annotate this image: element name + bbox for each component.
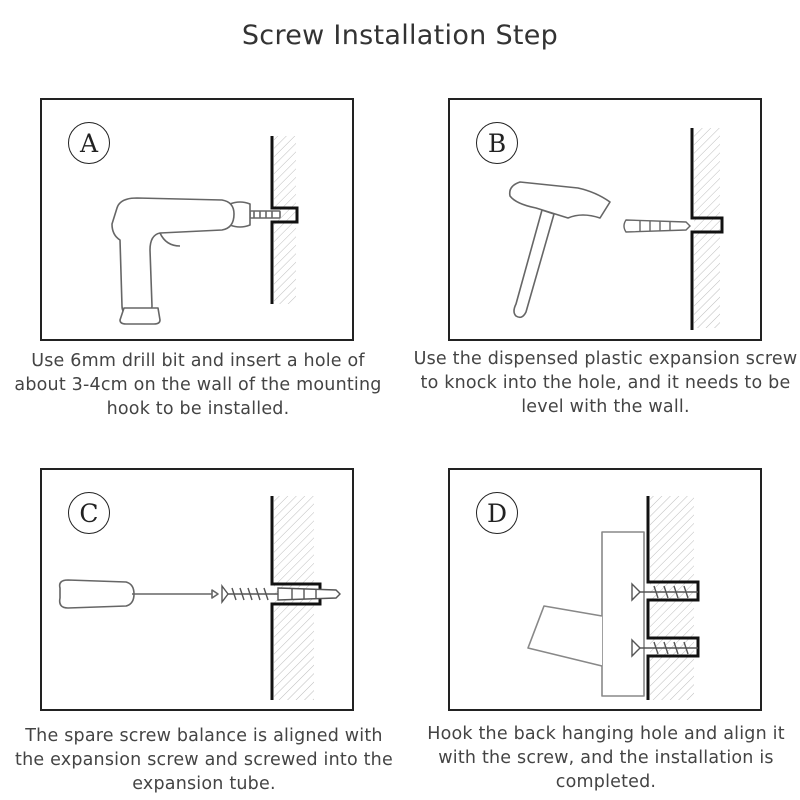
drill-icon <box>112 198 280 324</box>
step-d-panel <box>448 468 762 711</box>
step-d-caption: Hook the back hanging hole and align it with the screw, and the installation is completed. <box>427 724 785 792</box>
expansion-plug-icon <box>278 588 340 600</box>
wall-icon <box>648 496 698 700</box>
step-b-badge: B <box>476 122 518 164</box>
wall-icon <box>692 128 722 330</box>
step-c-illustration <box>42 470 354 711</box>
step-a-badge: A <box>68 122 110 164</box>
step-b-caption: Use the dispensed plastic expansion screw to knock into the hole, and it needs to be level with the wall. <box>413 349 798 417</box>
screw-icon <box>222 586 278 602</box>
screwdriver-icon <box>60 580 218 608</box>
step-d-badge: D <box>476 492 518 534</box>
page-title: Screw Installation Step <box>241 20 559 51</box>
step-c-badge: C <box>68 492 110 534</box>
wall-icon <box>272 136 297 304</box>
hammer-icon <box>510 182 610 317</box>
expansion-plug-icon <box>624 220 690 232</box>
step-c-caption: The spare screw balance is aligned with the expansion screw and screwed into the expansion tube. <box>15 726 393 794</box>
step-b-panel <box>448 98 762 341</box>
step-a-panel <box>40 98 354 341</box>
step-a-illustration <box>42 100 354 341</box>
step-c-panel <box>40 468 354 711</box>
step-d-illustration <box>450 470 762 711</box>
step-a-caption: Use 6mm drill bit and insert a hole of about 3-4cm on the wall of the mounting hook to be installed. <box>14 351 382 419</box>
hook-icon <box>528 532 644 696</box>
step-b-illustration <box>450 100 762 341</box>
